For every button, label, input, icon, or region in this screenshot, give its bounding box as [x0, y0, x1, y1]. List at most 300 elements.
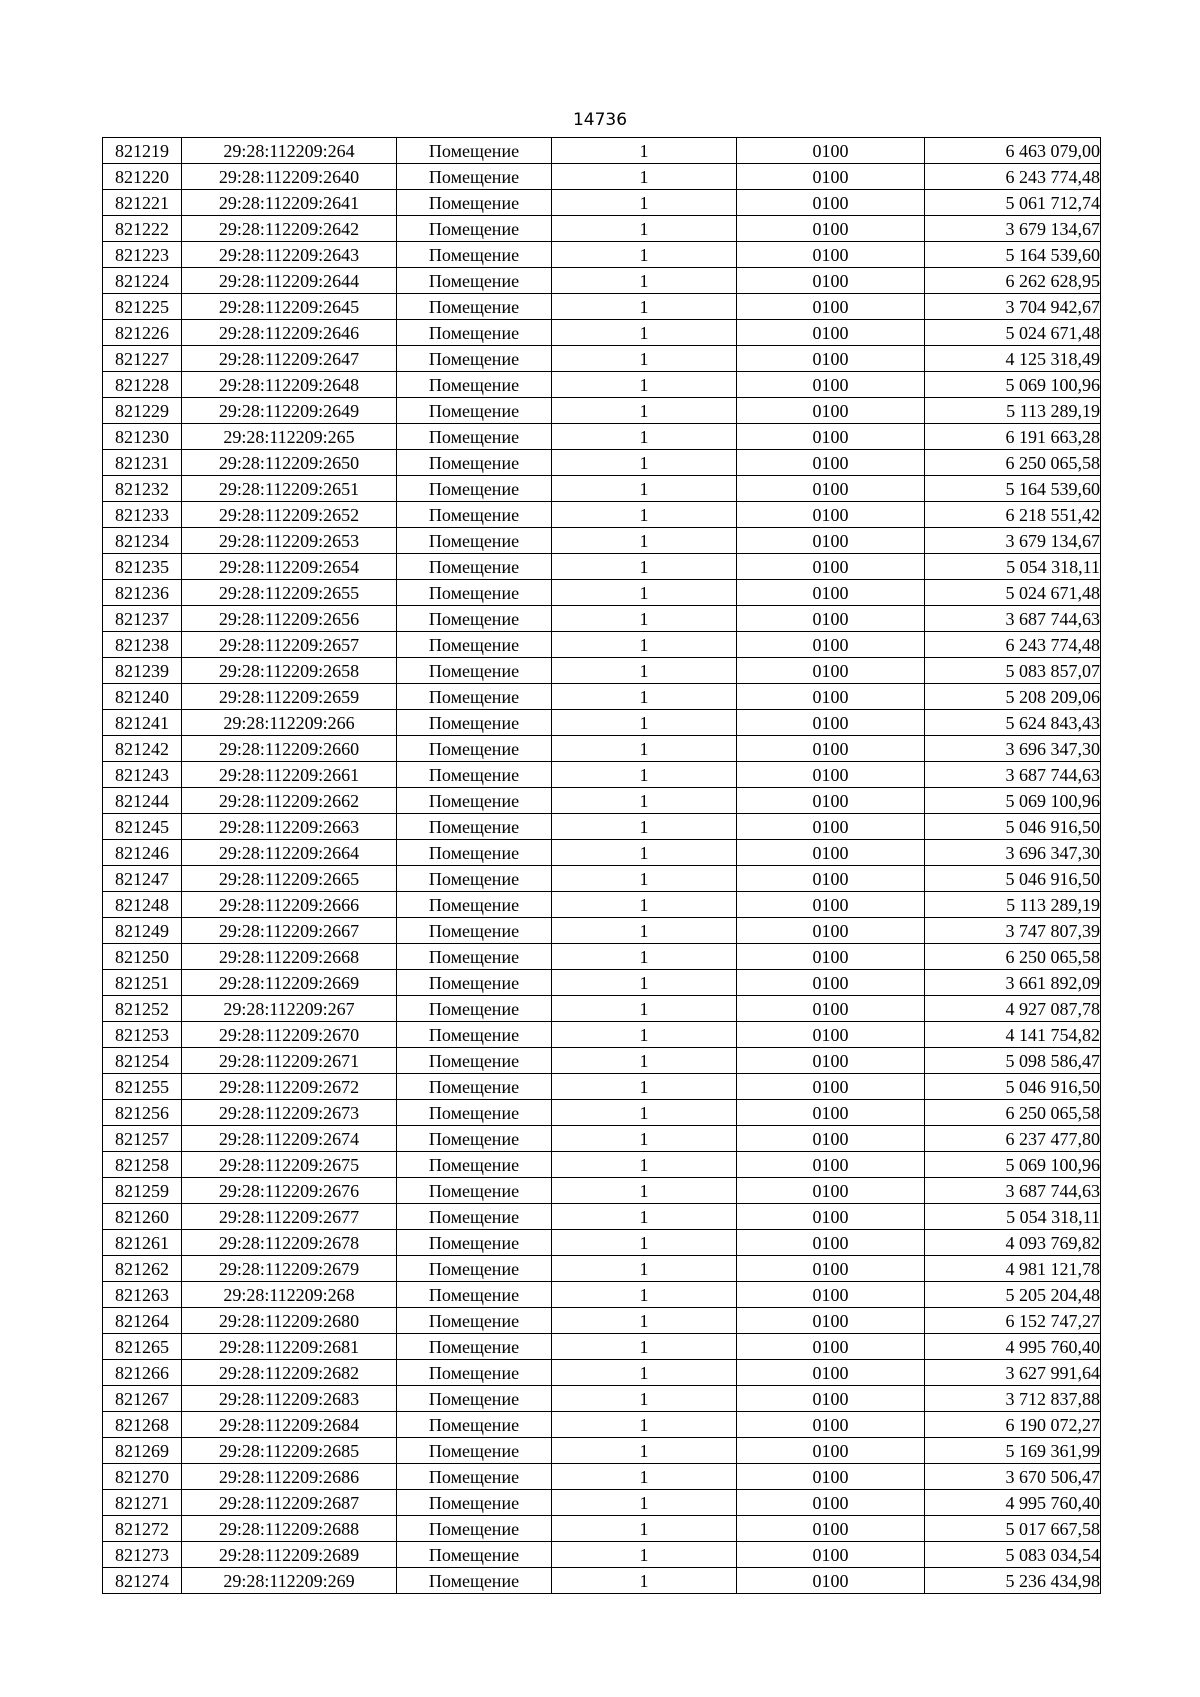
- cadastral-value-cell: 5 054 318,11: [925, 1204, 1101, 1230]
- code-cell: 0100: [737, 1490, 925, 1516]
- cadastral-value-cell: 5 236 434,98: [925, 1568, 1101, 1594]
- code-cell: 0100: [737, 710, 925, 736]
- object-type-cell: Помещение: [397, 346, 552, 372]
- quantity-cell: 1: [552, 1178, 737, 1204]
- quantity-cell: 1: [552, 1438, 737, 1464]
- code-cell: 0100: [737, 1282, 925, 1308]
- cadastral-number-cell: 29:28:112209:267: [182, 996, 397, 1022]
- cadastral-value-cell: 5 169 361,99: [925, 1438, 1101, 1464]
- table-row: [103, 1256, 1101, 1282]
- cadastral-number-cell: 29:28:112209:2655: [182, 580, 397, 606]
- cadastral-number-cell: 29:28:112209:2654: [182, 554, 397, 580]
- cadastral-value-cell: 6 463 079,00: [925, 138, 1101, 164]
- row-id-cell: 821257: [103, 1126, 182, 1152]
- cadastral-number-cell: 29:28:112209:2641: [182, 190, 397, 216]
- row-id-cell: 821233: [103, 502, 182, 528]
- quantity-cell: 1: [552, 1204, 737, 1230]
- cadastral-number-cell: 29:28:112209:2643: [182, 242, 397, 268]
- table-row: [103, 970, 1101, 996]
- object-type-cell: Помещение: [397, 840, 552, 866]
- cadastral-value-cell: 5 046 916,50: [925, 814, 1101, 840]
- row-id-cell: 821268: [103, 1412, 182, 1438]
- row-id-cell: 821251: [103, 970, 182, 996]
- code-cell: 0100: [737, 554, 925, 580]
- object-type-cell: Помещение: [397, 164, 552, 190]
- row-id-cell: 821220: [103, 164, 182, 190]
- object-type-cell: Помещение: [397, 1568, 552, 1594]
- object-type-cell: Помещение: [397, 1048, 552, 1074]
- cadastral-value-cell: 4 927 087,78: [925, 996, 1101, 1022]
- row-id-cell: 821264: [103, 1308, 182, 1334]
- quantity-cell: 1: [552, 372, 737, 398]
- table-row: [103, 502, 1101, 528]
- table-row: [103, 372, 1101, 398]
- code-cell: 0100: [737, 918, 925, 944]
- cadastral-value-cell: 5 083 857,07: [925, 658, 1101, 684]
- quantity-cell: 1: [552, 1568, 737, 1594]
- cadastral-value-cell: 3 679 134,67: [925, 216, 1101, 242]
- object-type-cell: Помещение: [397, 762, 552, 788]
- table-row: [103, 138, 1101, 164]
- row-id-cell: 821236: [103, 580, 182, 606]
- cadastral-value-cell: 6 190 072,27: [925, 1412, 1101, 1438]
- table-row: [103, 1308, 1101, 1334]
- quantity-cell: 1: [552, 1516, 737, 1542]
- code-cell: 0100: [737, 606, 925, 632]
- code-cell: 0100: [737, 398, 925, 424]
- code-cell: 0100: [737, 736, 925, 762]
- table-row: [103, 294, 1101, 320]
- row-id-cell: 821237: [103, 606, 182, 632]
- cadastral-number-cell: 29:28:112209:2647: [182, 346, 397, 372]
- table-row: [103, 866, 1101, 892]
- row-id-cell: 821250: [103, 944, 182, 970]
- cadastral-value-cell: 5 017 667,58: [925, 1516, 1101, 1542]
- code-cell: 0100: [737, 1048, 925, 1074]
- cadastral-value-cell: 6 250 065,58: [925, 944, 1101, 970]
- code-cell: 0100: [737, 684, 925, 710]
- table-row: [103, 1022, 1101, 1048]
- table-row: [103, 424, 1101, 450]
- object-type-cell: Помещение: [397, 1490, 552, 1516]
- code-cell: 0100: [737, 866, 925, 892]
- code-cell: 0100: [737, 216, 925, 242]
- code-cell: 0100: [737, 268, 925, 294]
- code-cell: 0100: [737, 138, 925, 164]
- row-id-cell: 821271: [103, 1490, 182, 1516]
- cadastral-number-cell: 29:28:112209:2670: [182, 1022, 397, 1048]
- table-row: [103, 892, 1101, 918]
- cadastral-value-cell: 4 141 754,82: [925, 1022, 1101, 1048]
- table-row: [103, 996, 1101, 1022]
- quantity-cell: 1: [552, 1412, 737, 1438]
- cadastral-value-cell: 6 243 774,48: [925, 632, 1101, 658]
- quantity-cell: 1: [552, 1542, 737, 1568]
- object-type-cell: Помещение: [397, 320, 552, 346]
- object-type-cell: Помещение: [397, 242, 552, 268]
- cadastral-number-cell: 29:28:112209:2642: [182, 216, 397, 242]
- row-id-cell: 821246: [103, 840, 182, 866]
- code-cell: 0100: [737, 944, 925, 970]
- row-id-cell: 821225: [103, 294, 182, 320]
- quantity-cell: 1: [552, 658, 737, 684]
- object-type-cell: Помещение: [397, 658, 552, 684]
- cadastral-number-cell: 29:28:112209:2664: [182, 840, 397, 866]
- table-row: [103, 346, 1101, 372]
- cadastral-value-cell: 5 208 209,06: [925, 684, 1101, 710]
- cadastral-value-cell: 5 061 712,74: [925, 190, 1101, 216]
- quantity-cell: 1: [552, 944, 737, 970]
- table-row: [103, 554, 1101, 580]
- code-cell: 0100: [737, 1178, 925, 1204]
- quantity-cell: 1: [552, 1360, 737, 1386]
- code-cell: 0100: [737, 424, 925, 450]
- table-row: [103, 528, 1101, 554]
- row-id-cell: 821256: [103, 1100, 182, 1126]
- row-id-cell: 821258: [103, 1152, 182, 1178]
- quantity-cell: 1: [552, 502, 737, 528]
- table-row: [103, 840, 1101, 866]
- quantity-cell: 1: [552, 736, 737, 762]
- code-cell: 0100: [737, 528, 925, 554]
- cadastral-number-cell: 29:28:112209:2651: [182, 476, 397, 502]
- row-id-cell: 821265: [103, 1334, 182, 1360]
- cadastral-number-cell: 29:28:112209:2648: [182, 372, 397, 398]
- cadastral-number-cell: 29:28:112209:2680: [182, 1308, 397, 1334]
- quantity-cell: 1: [552, 1230, 737, 1256]
- object-type-cell: Помещение: [397, 918, 552, 944]
- cadastral-value-cell: 3 687 744,63: [925, 606, 1101, 632]
- code-cell: 0100: [737, 450, 925, 476]
- cadastral-value-cell: 5 164 539,60: [925, 476, 1101, 502]
- object-type-cell: Помещение: [397, 944, 552, 970]
- cadastral-value-cell: 3 696 347,30: [925, 736, 1101, 762]
- table-row: [103, 814, 1101, 840]
- object-type-cell: Помещение: [397, 372, 552, 398]
- table-row: [103, 918, 1101, 944]
- cadastral-number-cell: 29:28:112209:2681: [182, 1334, 397, 1360]
- cadastral-number-cell: 29:28:112209:2666: [182, 892, 397, 918]
- cadastral-number-cell: 29:28:112209:2661: [182, 762, 397, 788]
- row-id-cell: 821230: [103, 424, 182, 450]
- code-cell: 0100: [737, 1412, 925, 1438]
- code-cell: 0100: [737, 1542, 925, 1568]
- quantity-cell: 1: [552, 138, 737, 164]
- object-type-cell: Помещение: [397, 138, 552, 164]
- code-cell: 0100: [737, 658, 925, 684]
- cadastral-value-cell: 3 712 837,88: [925, 1386, 1101, 1412]
- code-cell: 0100: [737, 1100, 925, 1126]
- object-type-cell: Помещение: [397, 1438, 552, 1464]
- row-id-cell: 821263: [103, 1282, 182, 1308]
- object-type-cell: Помещение: [397, 398, 552, 424]
- table-row: [103, 1516, 1101, 1542]
- cadastral-number-cell: 29:28:112209:2665: [182, 866, 397, 892]
- cadastral-number-cell: 29:28:112209:2689: [182, 1542, 397, 1568]
- cadastral-value-cell: 3 687 744,63: [925, 1178, 1101, 1204]
- object-type-cell: Помещение: [397, 710, 552, 736]
- quantity-cell: 1: [552, 840, 737, 866]
- quantity-cell: 1: [552, 1152, 737, 1178]
- code-cell: 0100: [737, 164, 925, 190]
- cadastral-number-cell: 29:28:112209:2679: [182, 1256, 397, 1282]
- object-type-cell: Помещение: [397, 580, 552, 606]
- code-cell: 0100: [737, 1256, 925, 1282]
- row-id-cell: 821244: [103, 788, 182, 814]
- quantity-cell: 1: [552, 346, 737, 372]
- table-row: [103, 1282, 1101, 1308]
- cadastral-value-cell: 3 704 942,67: [925, 294, 1101, 320]
- object-type-cell: Помещение: [397, 502, 552, 528]
- cadastral-number-cell: 29:28:112209:2659: [182, 684, 397, 710]
- quantity-cell: 1: [552, 398, 737, 424]
- row-id-cell: 821241: [103, 710, 182, 736]
- object-type-cell: Помещение: [397, 1412, 552, 1438]
- object-type-cell: Помещение: [397, 450, 552, 476]
- cadastral-value-cell: 5 164 539,60: [925, 242, 1101, 268]
- cadastral-value-cell: 5 113 289,19: [925, 398, 1101, 424]
- cadastral-value-cell: 5 098 586,47: [925, 1048, 1101, 1074]
- cadastral-value-cell: 6 250 065,58: [925, 450, 1101, 476]
- row-id-cell: 821239: [103, 658, 182, 684]
- object-type-cell: Помещение: [397, 684, 552, 710]
- cadastral-number-cell: 29:28:112209:2684: [182, 1412, 397, 1438]
- quantity-cell: 1: [552, 684, 737, 710]
- table-row: [103, 1100, 1101, 1126]
- quantity-cell: 1: [552, 424, 737, 450]
- row-id-cell: 821243: [103, 762, 182, 788]
- cadastral-value-cell: 6 262 628,95: [925, 268, 1101, 294]
- quantity-cell: 1: [552, 1048, 737, 1074]
- cadastral-number-cell: 29:28:112209:2688: [182, 1516, 397, 1542]
- code-cell: 0100: [737, 1568, 925, 1594]
- cadastral-number-cell: 29:28:112209:2660: [182, 736, 397, 762]
- table-row: [103, 1334, 1101, 1360]
- cadastral-number-cell: 29:28:112209:268: [182, 1282, 397, 1308]
- row-id-cell: 821269: [103, 1438, 182, 1464]
- cadastral-value-cell: 6 218 551,42: [925, 502, 1101, 528]
- table-row: [103, 658, 1101, 684]
- cadastral-number-cell: 29:28:112209:2653: [182, 528, 397, 554]
- cadastral-value-cell: 5 624 843,43: [925, 710, 1101, 736]
- cadastral-number-cell: 29:28:112209:2650: [182, 450, 397, 476]
- row-id-cell: 821266: [103, 1360, 182, 1386]
- code-cell: 0100: [737, 190, 925, 216]
- object-type-cell: Помещение: [397, 1152, 552, 1178]
- quantity-cell: 1: [552, 632, 737, 658]
- table-row: [103, 1230, 1101, 1256]
- code-cell: 0100: [737, 840, 925, 866]
- code-cell: 0100: [737, 996, 925, 1022]
- object-type-cell: Помещение: [397, 866, 552, 892]
- cadastral-number-cell: 29:28:112209:2668: [182, 944, 397, 970]
- cadastral-number-cell: 29:28:112209:2678: [182, 1230, 397, 1256]
- row-id-cell: 821235: [103, 554, 182, 580]
- cadastral-number-cell: 29:28:112209:2672: [182, 1074, 397, 1100]
- code-cell: 0100: [737, 1438, 925, 1464]
- object-type-cell: Помещение: [397, 1516, 552, 1542]
- cadastral-number-cell: 29:28:112209:2685: [182, 1438, 397, 1464]
- code-cell: 0100: [737, 970, 925, 996]
- row-id-cell: 821255: [103, 1074, 182, 1100]
- cadastral-value-cell: 3 627 991,64: [925, 1360, 1101, 1386]
- code-cell: 0100: [737, 1126, 925, 1152]
- cadastral-number-cell: 29:28:112209:2663: [182, 814, 397, 840]
- row-id-cell: 821274: [103, 1568, 182, 1594]
- code-cell: 0100: [737, 294, 925, 320]
- code-cell: 0100: [737, 892, 925, 918]
- cadastral-value-cell: 3 661 892,09: [925, 970, 1101, 996]
- cadastral-value-cell: 5 054 318,11: [925, 554, 1101, 580]
- object-type-cell: Помещение: [397, 788, 552, 814]
- cadastral-value-cell: 5 069 100,96: [925, 788, 1101, 814]
- cadastral-value-cell: 6 250 065,58: [925, 1100, 1101, 1126]
- row-id-cell: 821270: [103, 1464, 182, 1490]
- quantity-cell: 1: [552, 268, 737, 294]
- quantity-cell: 1: [552, 242, 737, 268]
- table-row: [103, 1386, 1101, 1412]
- object-type-cell: Помещение: [397, 1230, 552, 1256]
- row-id-cell: 821227: [103, 346, 182, 372]
- quantity-cell: 1: [552, 450, 737, 476]
- cadastral-number-cell: 29:28:112209:2658: [182, 658, 397, 684]
- quantity-cell: 1: [552, 216, 737, 242]
- object-type-cell: Помещение: [397, 1334, 552, 1360]
- quantity-cell: 1: [552, 970, 737, 996]
- quantity-cell: 1: [552, 294, 737, 320]
- row-id-cell: 821262: [103, 1256, 182, 1282]
- object-type-cell: Помещение: [397, 814, 552, 840]
- table-row: [103, 580, 1101, 606]
- cadastral-value-cell: 5 046 916,50: [925, 866, 1101, 892]
- cadastral-value-cell: 6 152 747,27: [925, 1308, 1101, 1334]
- table-row: [103, 268, 1101, 294]
- cadastral-value-cell: 6 237 477,80: [925, 1126, 1101, 1152]
- cadastral-number-cell: 29:28:112209:2673: [182, 1100, 397, 1126]
- cadastral-number-cell: 29:28:112209:2644: [182, 268, 397, 294]
- table-row: [103, 1438, 1101, 1464]
- code-cell: 0100: [737, 1386, 925, 1412]
- row-id-cell: 821232: [103, 476, 182, 502]
- object-type-cell: Помещение: [397, 606, 552, 632]
- object-type-cell: Помещение: [397, 1126, 552, 1152]
- cadastral-value-cell: 5 083 034,54: [925, 1542, 1101, 1568]
- cadastral-value-cell: 5 069 100,96: [925, 372, 1101, 398]
- table-row: [103, 1490, 1101, 1516]
- row-id-cell: 821247: [103, 866, 182, 892]
- quantity-cell: 1: [552, 1334, 737, 1360]
- object-type-cell: Помещение: [397, 476, 552, 502]
- cadastral-value-cell: 5 024 671,48: [925, 580, 1101, 606]
- table-row: [103, 476, 1101, 502]
- row-id-cell: 821221: [103, 190, 182, 216]
- cadastral-value-cell: 4 995 760,40: [925, 1490, 1101, 1516]
- row-id-cell: 821253: [103, 1022, 182, 1048]
- table-row: [103, 944, 1101, 970]
- object-type-cell: Помещение: [397, 554, 552, 580]
- cadastral-number-cell: 29:28:112209:2657: [182, 632, 397, 658]
- row-id-cell: 821273: [103, 1542, 182, 1568]
- row-id-cell: 821231: [103, 450, 182, 476]
- table-row: [103, 606, 1101, 632]
- quantity-cell: 1: [552, 1100, 737, 1126]
- row-id-cell: 821245: [103, 814, 182, 840]
- cadastral-number-cell: 29:28:112209:2646: [182, 320, 397, 346]
- table-row: [103, 788, 1101, 814]
- cadastral-number-cell: 29:28:112209:2667: [182, 918, 397, 944]
- cadastral-number-cell: 29:28:112209:265: [182, 424, 397, 450]
- cadastral-value-cell: 5 205 204,48: [925, 1282, 1101, 1308]
- object-type-cell: Помещение: [397, 1204, 552, 1230]
- object-type-cell: Помещение: [397, 1100, 552, 1126]
- table-row: [103, 1204, 1101, 1230]
- quantity-cell: 1: [552, 1282, 737, 1308]
- row-id-cell: 821254: [103, 1048, 182, 1074]
- quantity-cell: 1: [552, 554, 737, 580]
- cadastral-number-cell: 29:28:112209:2686: [182, 1464, 397, 1490]
- row-id-cell: 821223: [103, 242, 182, 268]
- row-id-cell: 821267: [103, 1386, 182, 1412]
- row-id-cell: 821224: [103, 268, 182, 294]
- cadastral-value-cell: 3 696 347,30: [925, 840, 1101, 866]
- table-row: [103, 398, 1101, 424]
- quantity-cell: 1: [552, 476, 737, 502]
- row-id-cell: 821252: [103, 996, 182, 1022]
- object-type-cell: Помещение: [397, 268, 552, 294]
- table-row: [103, 1464, 1101, 1490]
- code-cell: 0100: [737, 632, 925, 658]
- object-type-cell: Помещение: [397, 1308, 552, 1334]
- cadastral-value-cell: 4 995 760,40: [925, 1334, 1101, 1360]
- table-row: [103, 710, 1101, 736]
- code-cell: 0100: [737, 1152, 925, 1178]
- cadastral-value-cell: 6 191 663,28: [925, 424, 1101, 450]
- object-type-cell: Помещение: [397, 632, 552, 658]
- object-type-cell: Помещение: [397, 1360, 552, 1386]
- cadastral-number-cell: 29:28:112209:2649: [182, 398, 397, 424]
- table-row: [103, 450, 1101, 476]
- row-id-cell: 821240: [103, 684, 182, 710]
- row-id-cell: 821222: [103, 216, 182, 242]
- table-row: [103, 1048, 1101, 1074]
- object-type-cell: Помещение: [397, 190, 552, 216]
- object-type-cell: Помещение: [397, 996, 552, 1022]
- code-cell: 0100: [737, 1204, 925, 1230]
- cadastral-number-cell: 29:28:112209:2687: [182, 1490, 397, 1516]
- quantity-cell: 1: [552, 320, 737, 346]
- table-row: [103, 736, 1101, 762]
- code-cell: 0100: [737, 788, 925, 814]
- table-row: [103, 242, 1101, 268]
- quantity-cell: 1: [552, 606, 737, 632]
- cadastral-value-cell: 4 125 318,49: [925, 346, 1101, 372]
- code-cell: 0100: [737, 242, 925, 268]
- quantity-cell: 1: [552, 996, 737, 1022]
- cadastral-value-cell: 4 981 121,78: [925, 1256, 1101, 1282]
- row-id-cell: 821249: [103, 918, 182, 944]
- table-row: [103, 164, 1101, 190]
- row-id-cell: 821229: [103, 398, 182, 424]
- table-body: [103, 138, 1101, 1594]
- cadastral-number-cell: 29:28:112209:2640: [182, 164, 397, 190]
- quantity-cell: 1: [552, 1022, 737, 1048]
- quantity-cell: 1: [552, 1464, 737, 1490]
- cadastral-number-cell: 29:28:112209:264: [182, 138, 397, 164]
- table-row: [103, 190, 1101, 216]
- table-row: [103, 632, 1101, 658]
- quantity-cell: 1: [552, 190, 737, 216]
- quantity-cell: 1: [552, 788, 737, 814]
